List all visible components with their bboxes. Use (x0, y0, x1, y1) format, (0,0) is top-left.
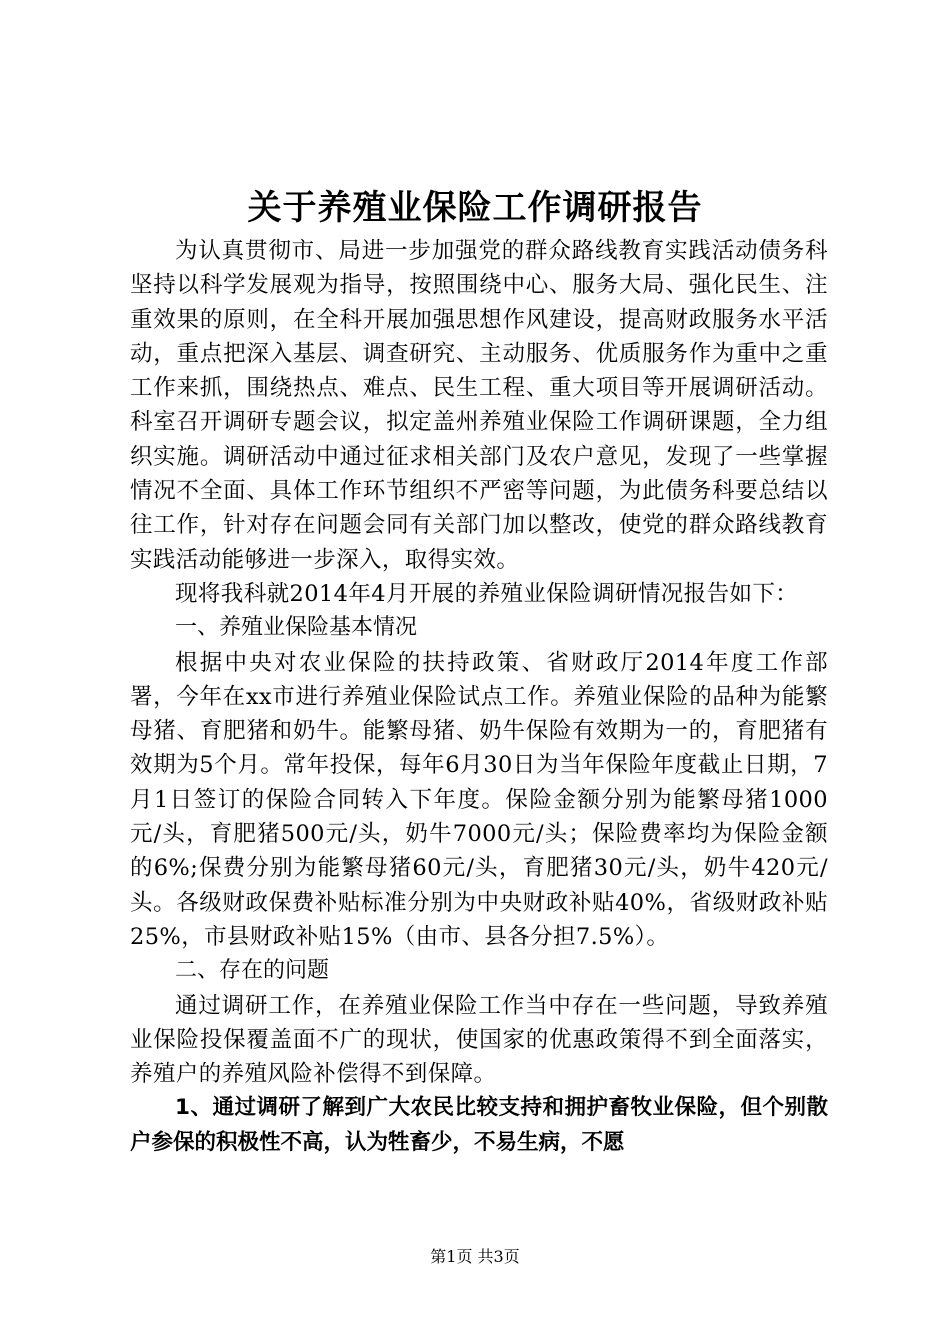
document-body (130, 234, 828, 1160)
section-1-heading: 一、养殖业保险基本情况 (175, 615, 418, 641)
document-title: 关于养殖业保险工作调研报告 (247, 188, 703, 228)
section-2-point-1: 1、通过调研了解到广大农民比较支持和拥护畜牧业保险，但个别散户参保的积极性不高，认为牲畜少，不易生病，不愿 (130, 1095, 828, 1155)
section-1-paragraph: 根据中央对农业保险的扶持政策、省财政厅2014年度工作部署，今年在xx市进行养殖业保险试点工作。养殖业保险的品种为能繁母猪、育肥猪和奶牛。能繁母猪、奶牛保险有效期为一的，育肥猪有效期为5个月。常年投保，每年6月30日为当年保险年度截止日期，7月1日签订的保险合同转入下年度。保险金额分别为能繁母猪1000元/头，育肥猪500元/头，奶牛7000元/头；保险费率均为保险金额的6%;保费分别为能繁母猪60元/头，育肥猪30元/头，奶牛420元/头。各级财政保费补贴标准分别为中央财政补贴40%，省级财政补贴25%，市县财政补贴15%（由市、县各分担7.5%）。 (130, 649, 828, 950)
section-2-paragraph: 通过调研工作，在养殖业保险工作当中存在一些问题，导致养殖业保险投保覆盖面不广的现状，使国家的优惠政策得不到全面落实，养殖户的养殖风险补偿得不到保障。 (130, 992, 828, 1088)
page-footer: 第1页 共3页 (430, 1247, 520, 1266)
intro-paragraph: 为认真贯彻市、局进一步加强党的群众路线教育实践活动债务科坚持以科学发展观为指导，按照围绕中心、服务大局、强化民生、注重效果的原则，在全科开展加强思想作风建设，提高财政服务水平活动，重点把深入基层、调查研究、主动服务、优质服务作为重中之重工作来抓，围绕热点、难点、民生工程、重大项目等开展调研活动。科室召开调研专题会议，拟定盖州养殖业保险工作调研课题，全力组织实施。调研活动中通过征求相关部门及农户意见，发现了一些掌握情况不全面、具体工作环节组织不严密等问题，为此债务科要总结以往工作，针对存在问题会同有关部门加以整改，使党的群众路线教育实践活动能够进一步深入，取得实效。 (130, 238, 828, 573)
report-lead-paragraph: 现将我科就2014年4月开展的养殖业保险调研情况报告如下： (175, 580, 799, 607)
section-2-heading: 二、存在的问题 (175, 958, 330, 984)
